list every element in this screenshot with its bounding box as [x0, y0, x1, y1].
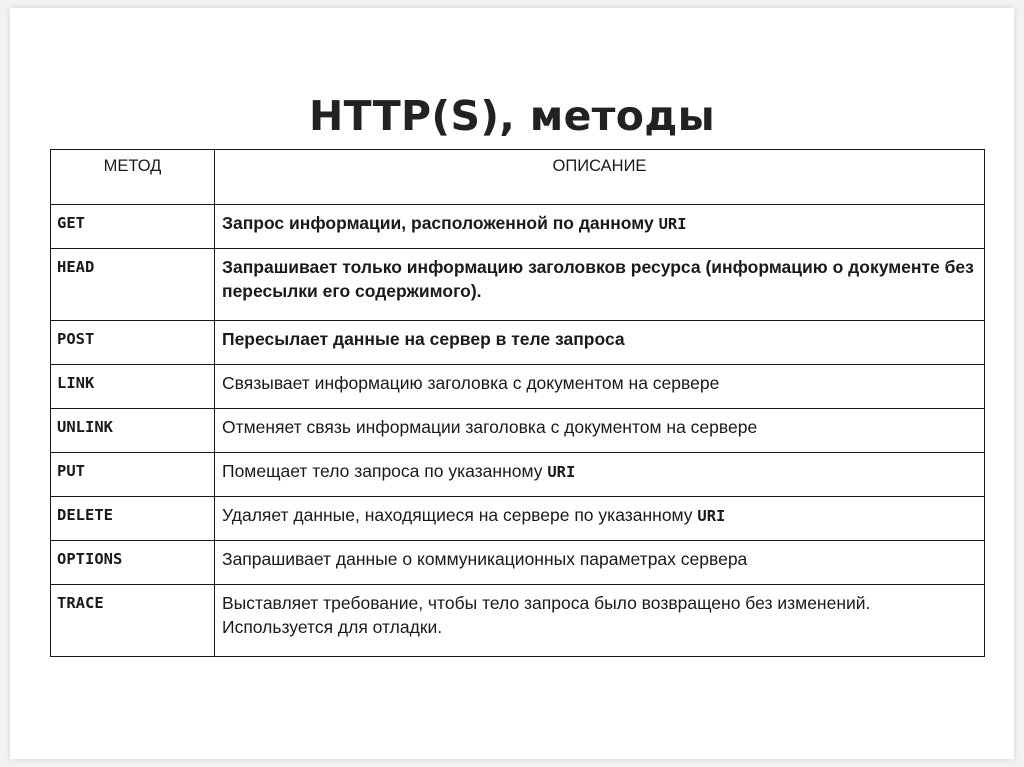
description-text: Удаляет данные, находящиеся на сервере по указанному — [222, 505, 698, 525]
method-description — [215, 453, 985, 497]
method-description — [215, 497, 985, 541]
uri-code: URI — [697, 507, 726, 525]
description-text: Пересылает данные на сервер в теле запроса — [222, 329, 625, 349]
table-row — [51, 497, 985, 541]
method-name: POST — [51, 321, 215, 365]
method-description — [215, 409, 985, 453]
method-name: TRACE — [51, 585, 215, 657]
http-methods-table — [50, 149, 985, 657]
method-description — [215, 585, 985, 657]
column-header-method: МЕТОД — [51, 150, 215, 205]
page-title: HTTP(S), методы — [308, 92, 716, 140]
description-text: Связывает информацию заголовка с документом на сервере — [222, 373, 720, 393]
table-row — [51, 409, 985, 453]
uri-code: URI — [547, 463, 576, 481]
method-description — [215, 205, 985, 249]
table-row — [51, 453, 985, 497]
table-row — [51, 365, 985, 409]
description-text: Отменяет связь информации заголовка с документом на сервере — [222, 417, 758, 437]
description-text: Выставляет требование, чтобы тело запроса было возвращено без изменений. Используется для отладки. — [222, 593, 871, 637]
table-row — [51, 205, 985, 249]
table-row — [51, 541, 985, 585]
table-row — [51, 585, 985, 657]
method-name: PUT — [51, 453, 215, 497]
uri-code: URI — [658, 215, 687, 233]
table-row — [51, 249, 985, 321]
slide — [10, 8, 1014, 759]
column-header-description: ОПИСАНИЕ — [215, 150, 985, 205]
method-description — [215, 541, 985, 585]
table-row — [51, 321, 985, 365]
table-header-row — [51, 150, 985, 205]
method-name: GET — [51, 205, 215, 249]
description-text: Помещает тело запроса по указанному — [222, 461, 548, 481]
description-text: Запрашивает данные о коммуникационных параметрах сервера — [222, 549, 748, 569]
method-description — [215, 321, 985, 365]
method-description — [215, 249, 985, 321]
method-name: LINK — [51, 365, 215, 409]
method-description — [215, 365, 985, 409]
method-name: OPTIONS — [51, 541, 215, 585]
method-name: UNLINK — [51, 409, 215, 453]
method-name: HEAD — [51, 249, 215, 321]
description-text: Запрашивает только информацию заголовков ресурса (информацию о документе без пересылки его содержимого). — [222, 257, 974, 301]
method-name: DELETE — [51, 497, 215, 541]
description-text: Запрос информации, расположенной по данному — [222, 213, 659, 233]
